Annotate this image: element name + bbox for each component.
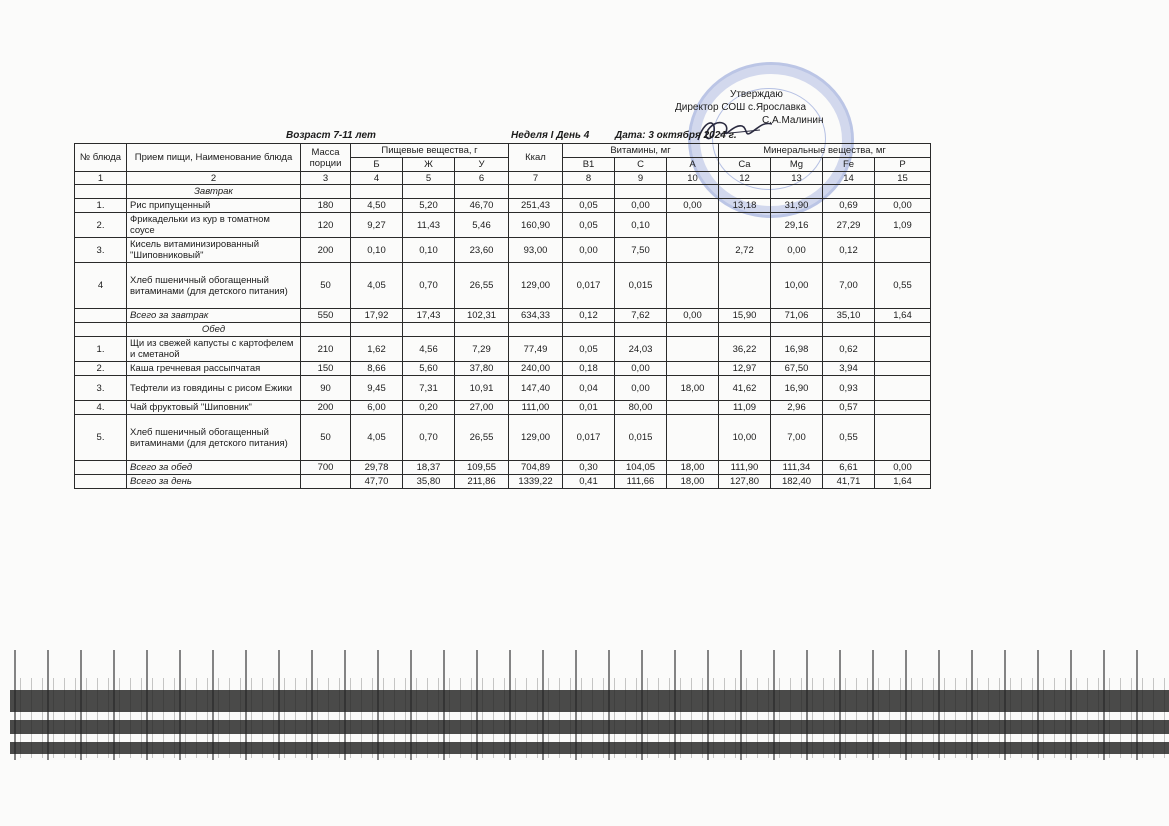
value-cell: 182,40 [771, 475, 823, 489]
value-cell: 240,00 [509, 362, 563, 376]
value-cell: 0,18 [563, 362, 615, 376]
dish-number [75, 309, 127, 323]
table-row [75, 415, 931, 461]
col-calcium: Ca [719, 158, 771, 172]
value-cell: 111,00 [509, 401, 563, 415]
value-cell: 12,97 [719, 362, 771, 376]
value-cell [667, 213, 719, 238]
dish-number: 4 [75, 263, 127, 309]
dish-name: Хлеб пшеничный обогащенный витаминами (для детского питания) [127, 415, 301, 461]
value-cell: 0,015 [615, 263, 667, 309]
value-cell: 10,00 [771, 263, 823, 309]
age-group: Возраст 7-11 лет [286, 130, 376, 141]
value-cell: 0,01 [563, 401, 615, 415]
value-cell: 5,20 [403, 199, 455, 213]
value-cell: 17,92 [351, 309, 403, 323]
value-cell: 23,60 [455, 238, 509, 263]
value-cell: 7,62 [615, 309, 667, 323]
value-cell: 0,20 [403, 401, 455, 415]
value-cell: 41,62 [719, 376, 771, 401]
dish-name: Каша гречневая рассыпчатая [127, 362, 301, 376]
value-cell: 7,00 [771, 415, 823, 461]
value-cell: 27,00 [455, 401, 509, 415]
value-cell: 4,50 [351, 199, 403, 213]
value-cell: 8,66 [351, 362, 403, 376]
value-cell: 11,43 [403, 213, 455, 238]
total-label: Всего за день [127, 475, 301, 489]
dish-number [75, 475, 127, 489]
value-cell: 102,31 [455, 309, 509, 323]
value-cell: 7,00 [823, 263, 875, 309]
value-cell: 47,70 [351, 475, 403, 489]
value-cell: 0,00 [875, 199, 931, 213]
table-row [75, 199, 931, 213]
value-cell: 0,00 [667, 309, 719, 323]
col-kcal: Ккал [509, 144, 563, 172]
value-cell: 5,46 [455, 213, 509, 238]
value-cell: 0,70 [403, 263, 455, 309]
section-title: Завтрак [127, 185, 301, 199]
col-group-minerals: Минеральные вещества, мг [719, 144, 931, 158]
dish-name: Кисель витаминизированный "Шиповниковый" [127, 238, 301, 263]
dish-number: 2. [75, 362, 127, 376]
column-number: 1 [75, 172, 127, 185]
dish-number: 5. [75, 415, 127, 461]
value-cell: 109,55 [455, 461, 509, 475]
column-number: 4 [351, 172, 403, 185]
col-fat: Ж [403, 158, 455, 172]
col-vitamin-c: С [615, 158, 667, 172]
day-total-row [75, 475, 931, 489]
value-cell: 35,10 [823, 309, 875, 323]
dish-name: Хлеб пшеничный обогащенный витаминами (для детского питания) [127, 263, 301, 309]
value-cell: 0,30 [563, 461, 615, 475]
column-number: 8 [563, 172, 615, 185]
value-cell [301, 475, 351, 489]
value-cell: 0,04 [563, 376, 615, 401]
value-cell: 0,00 [563, 238, 615, 263]
column-number: 3 [301, 172, 351, 185]
value-cell: 90 [301, 376, 351, 401]
value-cell: 0,10 [403, 238, 455, 263]
column-number: 14 [823, 172, 875, 185]
approval-line-3: С.А.Малинин [762, 115, 824, 126]
value-cell [875, 415, 931, 461]
breakfast-total-row [75, 309, 931, 323]
value-cell: 29,16 [771, 213, 823, 238]
value-cell: 26,55 [455, 263, 509, 309]
value-cell [667, 415, 719, 461]
value-cell: 0,62 [823, 337, 875, 362]
section-title: Обед [127, 323, 301, 337]
value-cell: 24,03 [615, 337, 667, 362]
value-cell: 111,90 [719, 461, 771, 475]
value-cell: 0,57 [823, 401, 875, 415]
value-cell: 7,29 [455, 337, 509, 362]
value-cell: 11,09 [719, 401, 771, 415]
dish-number [75, 461, 127, 475]
col-phosphorus: P [875, 158, 931, 172]
value-cell: 211,86 [455, 475, 509, 489]
table-row [75, 213, 931, 238]
value-cell [667, 401, 719, 415]
menu-table-body [75, 185, 931, 489]
value-cell: 0,017 [563, 415, 615, 461]
value-cell: 200 [301, 238, 351, 263]
column-number: 13 [771, 172, 823, 185]
value-cell: 129,00 [509, 263, 563, 309]
value-cell: 35,80 [403, 475, 455, 489]
approval-line-1: Утверждаю [730, 89, 783, 100]
value-cell: 0,00 [771, 238, 823, 263]
value-cell: 0,05 [563, 337, 615, 362]
total-label: Всего за обед [127, 461, 301, 475]
dish-number: 1. [75, 199, 127, 213]
value-cell: 29,78 [351, 461, 403, 475]
section-lunch [75, 323, 931, 337]
total-label: Всего за завтрак [127, 309, 301, 323]
dish-name: Рис припущенный [127, 199, 301, 213]
table-row [75, 376, 931, 401]
table-row [75, 337, 931, 362]
value-cell: 0,41 [563, 475, 615, 489]
value-cell [719, 213, 771, 238]
value-cell: 71,06 [771, 309, 823, 323]
value-cell: 150 [301, 362, 351, 376]
value-cell: 2,72 [719, 238, 771, 263]
col-portion-mass: Масса порции [301, 144, 351, 172]
value-cell: 36,22 [719, 337, 771, 362]
value-cell: 180 [301, 199, 351, 213]
value-cell: 4,05 [351, 415, 403, 461]
week-day: Неделя I День 4 [511, 130, 590, 141]
value-cell: 27,29 [823, 213, 875, 238]
value-cell: 160,90 [509, 213, 563, 238]
dish-number: 4. [75, 401, 127, 415]
col-vitamin-b1: В1 [563, 158, 615, 172]
value-cell: 104,05 [615, 461, 667, 475]
value-cell [875, 337, 931, 362]
value-cell: 111,34 [771, 461, 823, 475]
column-number: 5 [403, 172, 455, 185]
value-cell: 18,37 [403, 461, 455, 475]
value-cell: 147,40 [509, 376, 563, 401]
value-cell: 77,49 [509, 337, 563, 362]
col-carbs: У [455, 158, 509, 172]
value-cell: 0,55 [823, 415, 875, 461]
column-number: 12 [719, 172, 771, 185]
value-cell: 0,05 [563, 213, 615, 238]
column-number: 7 [509, 172, 563, 185]
value-cell [875, 376, 931, 401]
value-cell [875, 401, 931, 415]
value-cell [667, 238, 719, 263]
value-cell: 10,00 [719, 415, 771, 461]
value-cell [667, 263, 719, 309]
value-cell: 17,43 [403, 309, 455, 323]
value-cell: 0,017 [563, 263, 615, 309]
col-iron: Fe [823, 158, 875, 172]
table-row [75, 401, 931, 415]
value-cell: 704,89 [509, 461, 563, 475]
dish-number: 3. [75, 376, 127, 401]
scanner-artifact-band [10, 650, 1169, 765]
value-cell: 50 [301, 415, 351, 461]
value-cell: 9,27 [351, 213, 403, 238]
value-cell: 120 [301, 213, 351, 238]
value-cell: 18,00 [667, 376, 719, 401]
value-cell: 0,55 [875, 263, 931, 309]
value-cell: 0,00 [615, 376, 667, 401]
column-number: 6 [455, 172, 509, 185]
value-cell: 16,98 [771, 337, 823, 362]
value-cell: 10,91 [455, 376, 509, 401]
value-cell: 4,05 [351, 263, 403, 309]
value-cell: 9,45 [351, 376, 403, 401]
value-cell: 7,31 [403, 376, 455, 401]
col-meal-name: Прием пищи, Наименование блюда [127, 144, 301, 172]
value-cell [667, 337, 719, 362]
approval-line-2: Директор СОШ с.Ярославка [675, 102, 807, 113]
column-number: 15 [875, 172, 931, 185]
dish-number: 1. [75, 337, 127, 362]
value-cell: 1,64 [875, 475, 931, 489]
value-cell: 46,70 [455, 199, 509, 213]
value-cell: 634,33 [509, 309, 563, 323]
value-cell: 6,61 [823, 461, 875, 475]
column-number: 10 [667, 172, 719, 185]
value-cell: 0,10 [615, 213, 667, 238]
value-cell: 0,015 [615, 415, 667, 461]
value-cell: 111,66 [615, 475, 667, 489]
value-cell: 0,00 [615, 199, 667, 213]
value-cell: 41,71 [823, 475, 875, 489]
value-cell: 550 [301, 309, 351, 323]
document-header [0, 130, 1000, 144]
value-cell [875, 362, 931, 376]
value-cell: 1,64 [875, 309, 931, 323]
value-cell: 3,94 [823, 362, 875, 376]
value-cell: 0,05 [563, 199, 615, 213]
value-cell: 31,90 [771, 199, 823, 213]
value-cell: 18,00 [667, 461, 719, 475]
col-magnesium: Mg [771, 158, 823, 172]
value-cell: 4,56 [403, 337, 455, 362]
value-cell: 0,00 [875, 461, 931, 475]
menu-date: Дата: 3 октября 2024 г. [615, 130, 737, 141]
value-cell: 0,12 [563, 309, 615, 323]
value-cell: 15,90 [719, 309, 771, 323]
value-cell: 1,09 [875, 213, 931, 238]
value-cell: 129,00 [509, 415, 563, 461]
value-cell: 7,50 [615, 238, 667, 263]
column-number-row [75, 172, 931, 185]
value-cell: 0,93 [823, 376, 875, 401]
value-cell: 1339,22 [509, 475, 563, 489]
section-breakfast [75, 185, 931, 199]
lunch-total-row [75, 461, 931, 475]
value-cell [719, 263, 771, 309]
value-cell: 251,43 [509, 199, 563, 213]
value-cell: 16,90 [771, 376, 823, 401]
col-group-nutrients: Пищевые вещества, г [351, 144, 509, 158]
menu-table [74, 143, 931, 489]
header-row-1 [75, 144, 931, 158]
value-cell: 13,18 [719, 199, 771, 213]
value-cell: 37,80 [455, 362, 509, 376]
value-cell: 1,62 [351, 337, 403, 362]
value-cell: 50 [301, 263, 351, 309]
value-cell: 2,96 [771, 401, 823, 415]
value-cell: 93,00 [509, 238, 563, 263]
col-protein: Б [351, 158, 403, 172]
col-vitamin-a: А [667, 158, 719, 172]
dish-name: Тефтели из говядины с рисом Ежики [127, 376, 301, 401]
value-cell [667, 362, 719, 376]
value-cell: 6,00 [351, 401, 403, 415]
value-cell: 700 [301, 461, 351, 475]
value-cell: 0,69 [823, 199, 875, 213]
col-dish-no: № блюда [75, 144, 127, 172]
dish-name: Щи из свежей капусты с картофелем и сметаной [127, 337, 301, 362]
dish-name: Фрикадельки из кур в томатном соусе [127, 213, 301, 238]
value-cell: 80,00 [615, 401, 667, 415]
value-cell: 5,60 [403, 362, 455, 376]
value-cell: 0,10 [351, 238, 403, 263]
value-cell: 18,00 [667, 475, 719, 489]
table-row [75, 362, 931, 376]
value-cell: 0,00 [615, 362, 667, 376]
dish-name: Чай фруктовый "Шиповник" [127, 401, 301, 415]
dish-number: 3. [75, 238, 127, 263]
value-cell: 127,80 [719, 475, 771, 489]
value-cell: 67,50 [771, 362, 823, 376]
column-number: 9 [615, 172, 667, 185]
value-cell: 200 [301, 401, 351, 415]
table-row [75, 238, 931, 263]
dish-number: 2. [75, 213, 127, 238]
value-cell: 0,12 [823, 238, 875, 263]
value-cell: 26,55 [455, 415, 509, 461]
col-group-vitamins: Витамины, мг [563, 144, 719, 158]
value-cell [875, 238, 931, 263]
value-cell: 0,00 [667, 199, 719, 213]
table-row [75, 263, 931, 309]
value-cell: 0,70 [403, 415, 455, 461]
column-number: 2 [127, 172, 301, 185]
value-cell: 210 [301, 337, 351, 362]
